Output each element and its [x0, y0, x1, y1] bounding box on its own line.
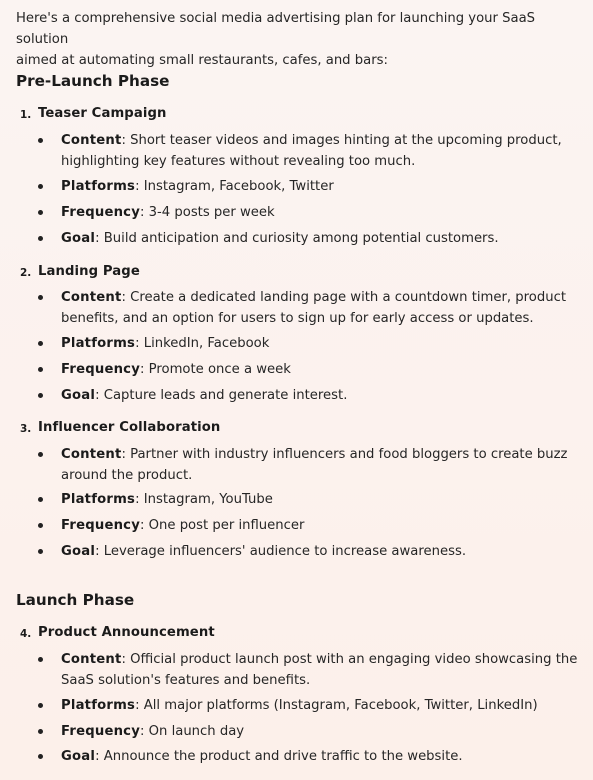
bullet-dot [38, 497, 43, 502]
content-line: Content: Official product launch post with an engaging video showcasing the [61, 652, 578, 667]
bullet-dot [38, 754, 43, 759]
item-title: Influencer Collaboration [38, 420, 221, 435]
content-line-continued: highlighting key features without revealing too much. [61, 154, 416, 169]
platforms-line: Platforms: Instagram, YouTube [61, 492, 273, 507]
bullet-dot [38, 549, 43, 554]
bullet-dot [38, 341, 43, 346]
goal-line: Goal: Leverage influencers' audience to increase awareness. [61, 544, 467, 559]
goal-line: Goal: Capture leads and generate interest. [61, 388, 348, 403]
item-title: Landing Page [38, 264, 140, 279]
bullet-dot [38, 452, 43, 457]
goal-line: Goal: Build anticipation and curiosity among potential customers. [61, 231, 499, 246]
item-title: Teaser Campaign [38, 106, 167, 121]
item-title: Product Announcement [38, 625, 215, 640]
goal-line: Goal: Announce the product and drive traffic to the website. [61, 749, 463, 764]
bullet-dot [38, 393, 43, 398]
intro-paragraph [16, 8, 581, 71]
content-line-continued: around the product. [61, 468, 193, 483]
content-line-continued: SaaS solution's features and benefits. [61, 673, 311, 688]
item-number: 3. [20, 423, 32, 435]
platforms-line: Platforms: LinkedIn, Facebook [61, 336, 270, 351]
bullet-dot [38, 703, 43, 708]
bullet-dot [38, 367, 43, 372]
intro-line: aimed at automating small restaurants, cafes, and bars: [16, 53, 388, 68]
bullet-dot [38, 184, 43, 189]
platforms-line: Platforms: All major platforms (Instagram, Facebook, Twitter, LinkedIn) [61, 698, 538, 713]
intro-line: Here's a comprehensive social media advertising plan for launching your SaaS solution [16, 11, 536, 47]
section-heading-pre-launch: Pre-Launch Phase [16, 72, 170, 90]
bullet-dot [38, 295, 43, 300]
section-heading-launch: Launch Phase [16, 591, 135, 609]
content-line: Content: Short teaser videos and images hinting at the upcoming product, [61, 133, 562, 148]
item-number: 2. [20, 267, 32, 279]
bullet-dot [38, 657, 43, 662]
bullet-dot [38, 210, 43, 215]
content-line: Content: Create a dedicated landing page with a countdown timer, product [61, 290, 567, 305]
bullet-dot [38, 729, 43, 734]
bullet-dot [38, 138, 43, 143]
bullet-dot [38, 236, 43, 241]
item-number: 4. [20, 628, 32, 640]
frequency-line: Frequency: 3-4 posts per week [61, 205, 275, 220]
content-line-continued: benefits, and an option for users to sign up for early access or updates. [61, 311, 534, 326]
platforms-line: Platforms: Instagram, Facebook, Twitter [61, 179, 334, 194]
bullet-dot [38, 523, 43, 528]
content-line: Content: Partner with industry influencers and food bloggers to create buzz [61, 447, 568, 462]
frequency-line: Frequency: One post per influencer [61, 518, 305, 533]
frequency-line: Frequency: On launch day [61, 724, 245, 739]
item-number: 1. [20, 109, 32, 121]
frequency-line: Frequency: Promote once a week [61, 362, 291, 377]
